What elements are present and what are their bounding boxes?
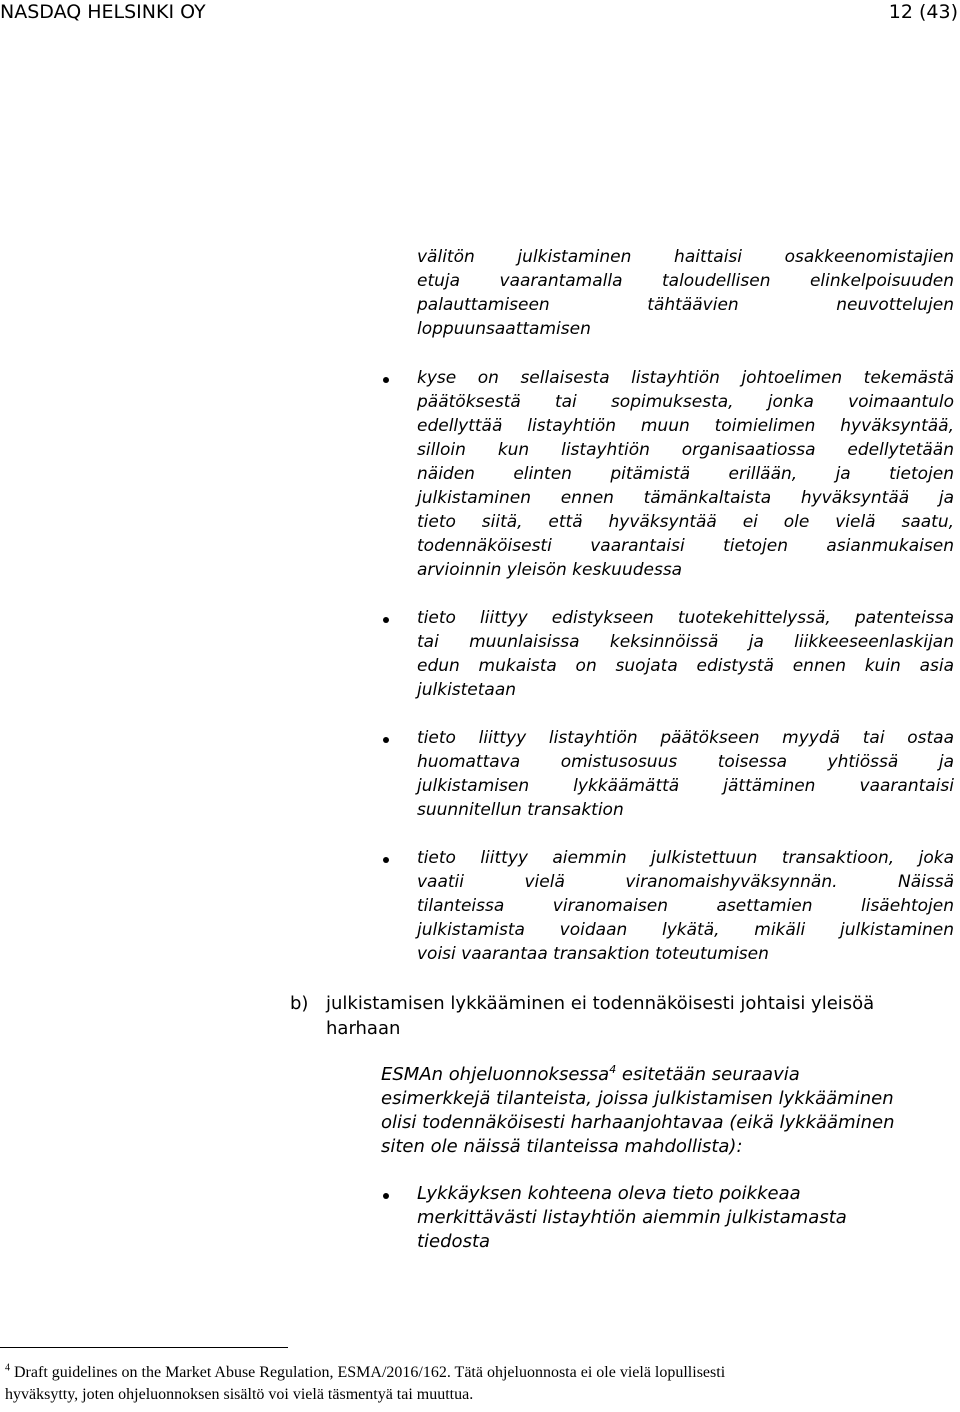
text-line: harhaan bbox=[326, 1018, 401, 1039]
text-line: välitön julkistaminen haittaisi osakkeenomistajien bbox=[417, 247, 954, 267]
footnote-separator bbox=[0, 1347, 288, 1348]
text-line: vaatii vielä viranomaishyväksynnän. Näissä bbox=[417, 872, 954, 892]
text-line: tai muunlaisissa keksinnöissä ja liikkeeseenlaskijan bbox=[417, 632, 954, 652]
text-line: tiedosta bbox=[417, 1231, 491, 1252]
text-line: arvioinnin yleisön keskuudessa bbox=[417, 560, 683, 580]
text-line: julkistamisen lykkääminen ei todennäköisesti johtaisi yleisöä bbox=[326, 993, 875, 1014]
text-line: voisi vaarantaa transaktion toteutumisen bbox=[417, 944, 769, 964]
list-item bbox=[417, 1182, 917, 1254]
bullet-icon bbox=[383, 377, 389, 383]
text-line: etuja vaarantamalla taloudellisen elinkelpoisuuden bbox=[417, 271, 954, 291]
esma-paragraph bbox=[381, 1063, 956, 1159]
text-line: tilanteissa viranomaisen asettamien lisäehtojen bbox=[417, 896, 954, 916]
list-item bbox=[417, 846, 954, 966]
text-line: edellyttää listayhtiön muun toimielimen hyväksyntää, bbox=[417, 416, 954, 436]
text-line: olisi todennäköisesti harhaanjohtavaa (eikä lykkääminen bbox=[381, 1112, 895, 1133]
text-line: tieto liittyy edistykseen tuotekehittelyssä, patenteissa bbox=[417, 608, 954, 628]
text-line: siten ole näissä tilanteissa mahdollista): bbox=[381, 1136, 743, 1157]
footnote bbox=[5, 1362, 955, 1406]
text-line: julkistamisen lykkäämättä jättäminen vaarantaisi bbox=[417, 776, 954, 796]
text-line: päätöksestä tai sopimuksesta, jonka voimaantulo bbox=[417, 392, 954, 412]
text-fragment: Draft guidelines on the Market Abuse Regulation, ESMA/2016/162. Tätä ohjeluonnosta ei ole vielä lopullisesti bbox=[10, 1364, 726, 1381]
continued-list-item bbox=[417, 245, 954, 341]
text-line: näiden elinten pitämistä erillään, ja tietojen bbox=[417, 464, 954, 484]
text-line bbox=[5, 1362, 955, 1384]
list-item bbox=[417, 606, 954, 702]
list-item bbox=[417, 366, 954, 582]
bullet-icon bbox=[383, 857, 389, 863]
text-line: tieto liittyy aiemmin julkistettuun transaktioon, joka bbox=[417, 848, 954, 868]
text-line: julkistamista voidaan lykätä, mikäli julkistaminen bbox=[417, 920, 954, 940]
text-line: hyväksytty, joten ohjeluonnoksen sisältö voi vielä täsmentyä tai muuttua. bbox=[5, 1386, 474, 1403]
list-item bbox=[417, 726, 954, 822]
text-line: edun mukaista on suojata edistystä ennen kuin asia bbox=[417, 656, 954, 676]
text-line: tieto liittyy listayhtiön päätökseen myydä tai ostaa bbox=[417, 728, 954, 748]
text-line bbox=[381, 1063, 956, 1087]
section-marker: b) bbox=[290, 993, 309, 1014]
document-header-company: NASDAQ HELSINKI OY bbox=[0, 1, 206, 23]
bullet-icon bbox=[383, 617, 389, 623]
text-line: julkistetaan bbox=[417, 680, 517, 700]
bullet-icon bbox=[383, 737, 389, 743]
text-line: esimerkkejä tilanteista, joissa julkistamisen lykkääminen bbox=[381, 1088, 894, 1109]
text-line: merkittävästi listayhtiön aiemmin julkistamasta bbox=[417, 1207, 847, 1228]
text-line: kyse on sellaisesta listayhtiön johtoelimen tekemästä bbox=[417, 368, 954, 388]
text-line: huomattava omistusosuus toisessa yhtiössä ja bbox=[417, 752, 954, 772]
section-heading bbox=[326, 991, 956, 1041]
text-fragment: esitetään seuraavia bbox=[616, 1064, 800, 1085]
text-line: suunnitellun transaktion bbox=[417, 800, 624, 820]
footnote-reference[interactable]: 4 bbox=[609, 1063, 617, 1076]
text-fragment: ESMAn ohjeluonnoksessa bbox=[381, 1064, 610, 1085]
text-line: palauttamiseen tähtäävien neuvottelujen bbox=[417, 295, 954, 315]
text-line: todennäköisesti vaarantaisi tietojen asianmukaisen bbox=[417, 536, 954, 556]
bullet-icon bbox=[383, 1193, 389, 1199]
text-line: loppuunsaattamisen bbox=[417, 319, 591, 339]
page-number: 12 (43) bbox=[888, 1, 958, 23]
text-line: silloin kun listayhtiön organisaatiossa edellytetään bbox=[417, 440, 954, 460]
footnote-number: 4 bbox=[5, 1362, 10, 1374]
text-line: julkistaminen ennen tämänkaltaista hyväksyntää ja bbox=[417, 488, 954, 508]
text-line: Lykkäyksen kohteena oleva tieto poikkeaa bbox=[417, 1183, 801, 1204]
text-line: tieto siitä, että hyväksyntää ei ole vielä saatu, bbox=[417, 512, 954, 532]
